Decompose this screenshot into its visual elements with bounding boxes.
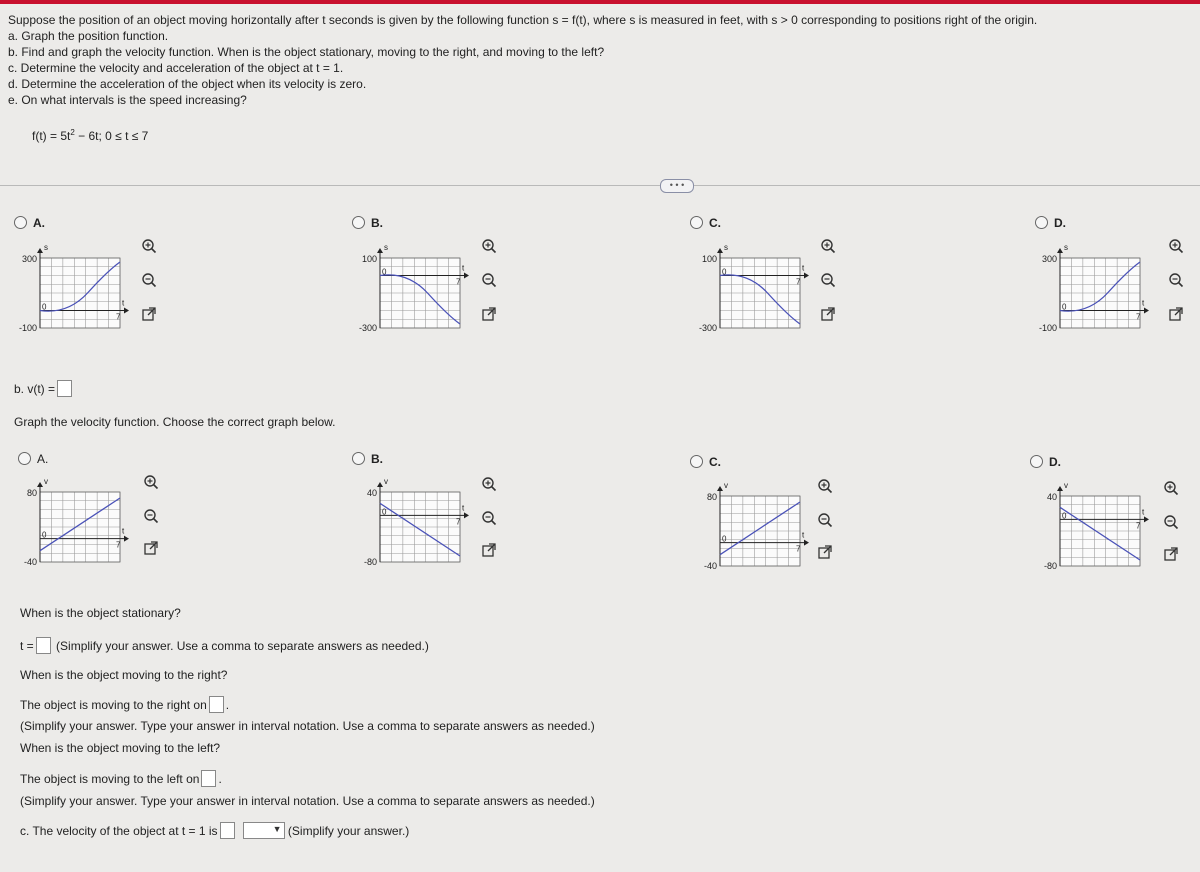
zoom-in-icon[interactable] (1168, 238, 1184, 254)
position-function: $f(t) = 5t^2 - 6t$; 0 ≤ t ≤ 7 (32, 128, 149, 143)
t-axis-label: t (802, 530, 805, 540)
y-bottom-label: -40 (703, 561, 717, 571)
y-axis-arrow (717, 486, 723, 491)
velocity-graph-b (340, 474, 480, 574)
radio-icon[interactable] (18, 452, 31, 465)
t-axis-label: t (122, 526, 125, 536)
y-axis-arrow (37, 248, 43, 253)
y-bottom-label: -80 (1043, 561, 1057, 571)
vt-answer-input[interactable] (57, 380, 72, 397)
radio-icon[interactable] (690, 216, 703, 229)
section-divider (0, 185, 1200, 186)
t-axis-label: t (462, 263, 465, 273)
open-new-window-icon[interactable] (141, 306, 157, 322)
y-top-label: 40 (1046, 492, 1057, 502)
t-axis-label: t (122, 298, 125, 308)
y-bottom-label: -300 (698, 323, 717, 333)
left-question: When is the object moving to the left? (20, 741, 221, 755)
stationary-question: When is the object stationary? (20, 606, 181, 620)
origin-label: 0 (42, 530, 47, 540)
zoom-out-icon[interactable] (141, 272, 157, 288)
vt-row: b. v(t) = (14, 380, 74, 397)
velocity-c-input[interactable] (220, 822, 235, 839)
radio-icon[interactable] (690, 455, 703, 468)
origin-label: 0 (1062, 302, 1067, 312)
velocity-option-b[interactable]: B. (352, 452, 383, 466)
origin-label: 0 (382, 267, 387, 277)
zoom-in-icon[interactable] (143, 474, 159, 490)
open-new-window-icon[interactable] (1168, 306, 1184, 322)
y-bottom-label: -100 (1038, 323, 1057, 333)
stationary-answer-row: t = (Simplify your answer. Use a comma to separate answers as needed.) (20, 639, 429, 653)
problem-intro: Suppose the position of an object moving horizontally after t seconds is given by the following function s = f(t), where s is measured in feet, with s > 0 corresponding to positions right of the origin. (8, 13, 1038, 27)
problem-part-b: b. Find and graph the velocity function. When is the object stationary, moving to the right, and moving to the left? (8, 45, 605, 59)
origin-label: 0 (382, 507, 387, 517)
open-new-window-icon[interactable] (1163, 546, 1179, 562)
problem-part-d: d. Determine the acceleration of the object when its velocity is zero. (8, 77, 367, 91)
axis-name-label: v (44, 477, 48, 486)
zoom-out-icon[interactable] (481, 272, 497, 288)
velocity-graph-prompt: Graph the velocity function. Choose the correct graph below. (14, 415, 336, 429)
y-top-label: 80 (26, 488, 37, 498)
left-interval-input[interactable] (201, 770, 216, 787)
problem-statement (8, 12, 1037, 108)
position-graph-a (0, 240, 140, 340)
zoom-out-icon[interactable] (1163, 514, 1179, 530)
radio-icon[interactable] (1030, 455, 1043, 468)
y-bottom-label: -100 (18, 323, 37, 333)
zoom-out-icon[interactable] (481, 510, 497, 526)
origin-label: 0 (722, 534, 727, 544)
t-axis-arrow (124, 536, 129, 542)
y-axis-arrow (1057, 248, 1063, 253)
t-axis-arrow (804, 273, 809, 279)
t-axis-label: t (1142, 298, 1145, 308)
velocity-graph-a (0, 474, 140, 574)
velocity-c-row: c. The velocity of the object at t = 1 is▼ (Simplify your answer.) (20, 822, 409, 839)
t-axis-label: t (462, 503, 465, 513)
zoom-out-icon[interactable] (1168, 272, 1184, 288)
position-option-b[interactable]: B. (352, 216, 383, 230)
t-axis-label: t (1142, 507, 1145, 517)
origin-label: 0 (1062, 511, 1067, 521)
velocity-option-a[interactable]: A. (18, 452, 48, 466)
y-axis-arrow (1057, 486, 1063, 491)
x-end-label: 7 (1136, 521, 1141, 531)
zoom-in-icon[interactable] (817, 478, 833, 494)
problem-part-c: c. Determine the velocity and acceleration of the object at t = 1. (8, 61, 344, 75)
radio-icon[interactable] (1035, 216, 1048, 229)
zoom-in-icon[interactable] (481, 476, 497, 492)
y-axis-arrow (717, 248, 723, 253)
axis-name-label: s (724, 243, 728, 252)
velocity-option-d[interactable]: D. (1030, 455, 1061, 469)
zoom-out-icon[interactable] (820, 272, 836, 288)
origin-label: 0 (722, 267, 727, 277)
axis-name-label: v (724, 481, 728, 490)
y-top-label: 80 (706, 492, 717, 502)
velocity-option-c[interactable]: C. (690, 455, 721, 469)
zoom-out-icon[interactable] (143, 508, 159, 524)
x-end-label: 7 (456, 277, 461, 287)
axis-name-label: v (384, 477, 388, 486)
y-bottom-label: -40 (23, 557, 37, 567)
y-top-label: 100 (361, 254, 377, 264)
velocity-graph-c (680, 478, 820, 578)
left-hint: (Simplify your answer. Type your answer in interval notation. Use a comma to separate answers as needed.) (20, 794, 595, 808)
expand-button[interactable]: • • • (660, 179, 694, 193)
top-accent-bar (0, 0, 1200, 4)
y-top-label: 40 (366, 488, 377, 498)
zoom-in-icon[interactable] (1163, 480, 1179, 496)
x-end-label: 7 (116, 312, 121, 322)
velocity-graph-d (1020, 478, 1160, 578)
t-axis-arrow (464, 512, 469, 518)
t-axis-arrow (804, 540, 809, 546)
position-graph-c (680, 240, 820, 340)
y-bottom-label: -80 (363, 557, 377, 567)
y-top-label: 300 (21, 254, 37, 264)
t-axis-arrow (1144, 308, 1149, 314)
y-top-label: 100 (701, 254, 717, 264)
right-hint: (Simplify your answer. Type your answer in interval notation. Use a comma to separate answers as needed.) (20, 719, 595, 733)
x-end-label: 7 (456, 517, 461, 527)
zoom-in-icon[interactable] (481, 238, 497, 254)
position-graph-d (1020, 240, 1160, 340)
t-axis-label: t (802, 263, 805, 273)
origin-label: 0 (42, 302, 47, 312)
radio-icon[interactable] (352, 216, 365, 229)
x-end-label: 7 (1136, 312, 1141, 322)
axis-name-label: s (44, 243, 48, 252)
open-new-window-icon[interactable] (481, 306, 497, 322)
t-axis-arrow (124, 308, 129, 314)
x-end-label: 7 (796, 277, 801, 287)
right-interval-input[interactable] (209, 696, 224, 713)
radio-icon[interactable] (352, 452, 365, 465)
position-option-d[interactable]: D. (1035, 216, 1066, 230)
radio-icon[interactable] (14, 216, 27, 229)
t-axis-arrow (464, 273, 469, 279)
y-axis-arrow (377, 248, 383, 253)
stationary-answer-input[interactable] (36, 637, 51, 654)
y-axis-arrow (37, 482, 43, 487)
y-bottom-label: -300 (358, 323, 377, 333)
problem-part-e: e. On what intervals is the speed increasing? (8, 93, 247, 107)
right-answer-row: The object is moving to the right on . (20, 698, 230, 712)
x-end-label: 7 (116, 540, 121, 550)
position-option-a[interactable]: A. (14, 216, 45, 230)
axis-name-label: v (1064, 481, 1068, 490)
position-option-c[interactable]: C. (690, 216, 721, 230)
left-answer-row: The object is moving to the left on . (20, 772, 222, 786)
open-new-window-icon[interactable] (820, 306, 836, 322)
zoom-in-icon[interactable] (141, 238, 157, 254)
open-new-window-icon[interactable] (481, 542, 497, 558)
zoom-out-icon[interactable] (817, 512, 833, 528)
y-top-label: 300 (1041, 254, 1057, 264)
t-axis-arrow (1144, 516, 1149, 522)
position-graph-b (340, 240, 480, 340)
right-question: When is the object moving to the right? (20, 668, 228, 682)
problem-part-a: a. Graph the position function. (8, 29, 169, 43)
open-new-window-icon[interactable] (143, 540, 159, 556)
x-end-label: 7 (796, 544, 801, 554)
y-axis-arrow (377, 482, 383, 487)
open-new-window-icon[interactable] (817, 544, 833, 560)
units-dropdown[interactable] (243, 822, 285, 839)
axis-name-label: s (384, 243, 388, 252)
axis-name-label: s (1064, 243, 1068, 252)
zoom-in-icon[interactable] (820, 238, 836, 254)
